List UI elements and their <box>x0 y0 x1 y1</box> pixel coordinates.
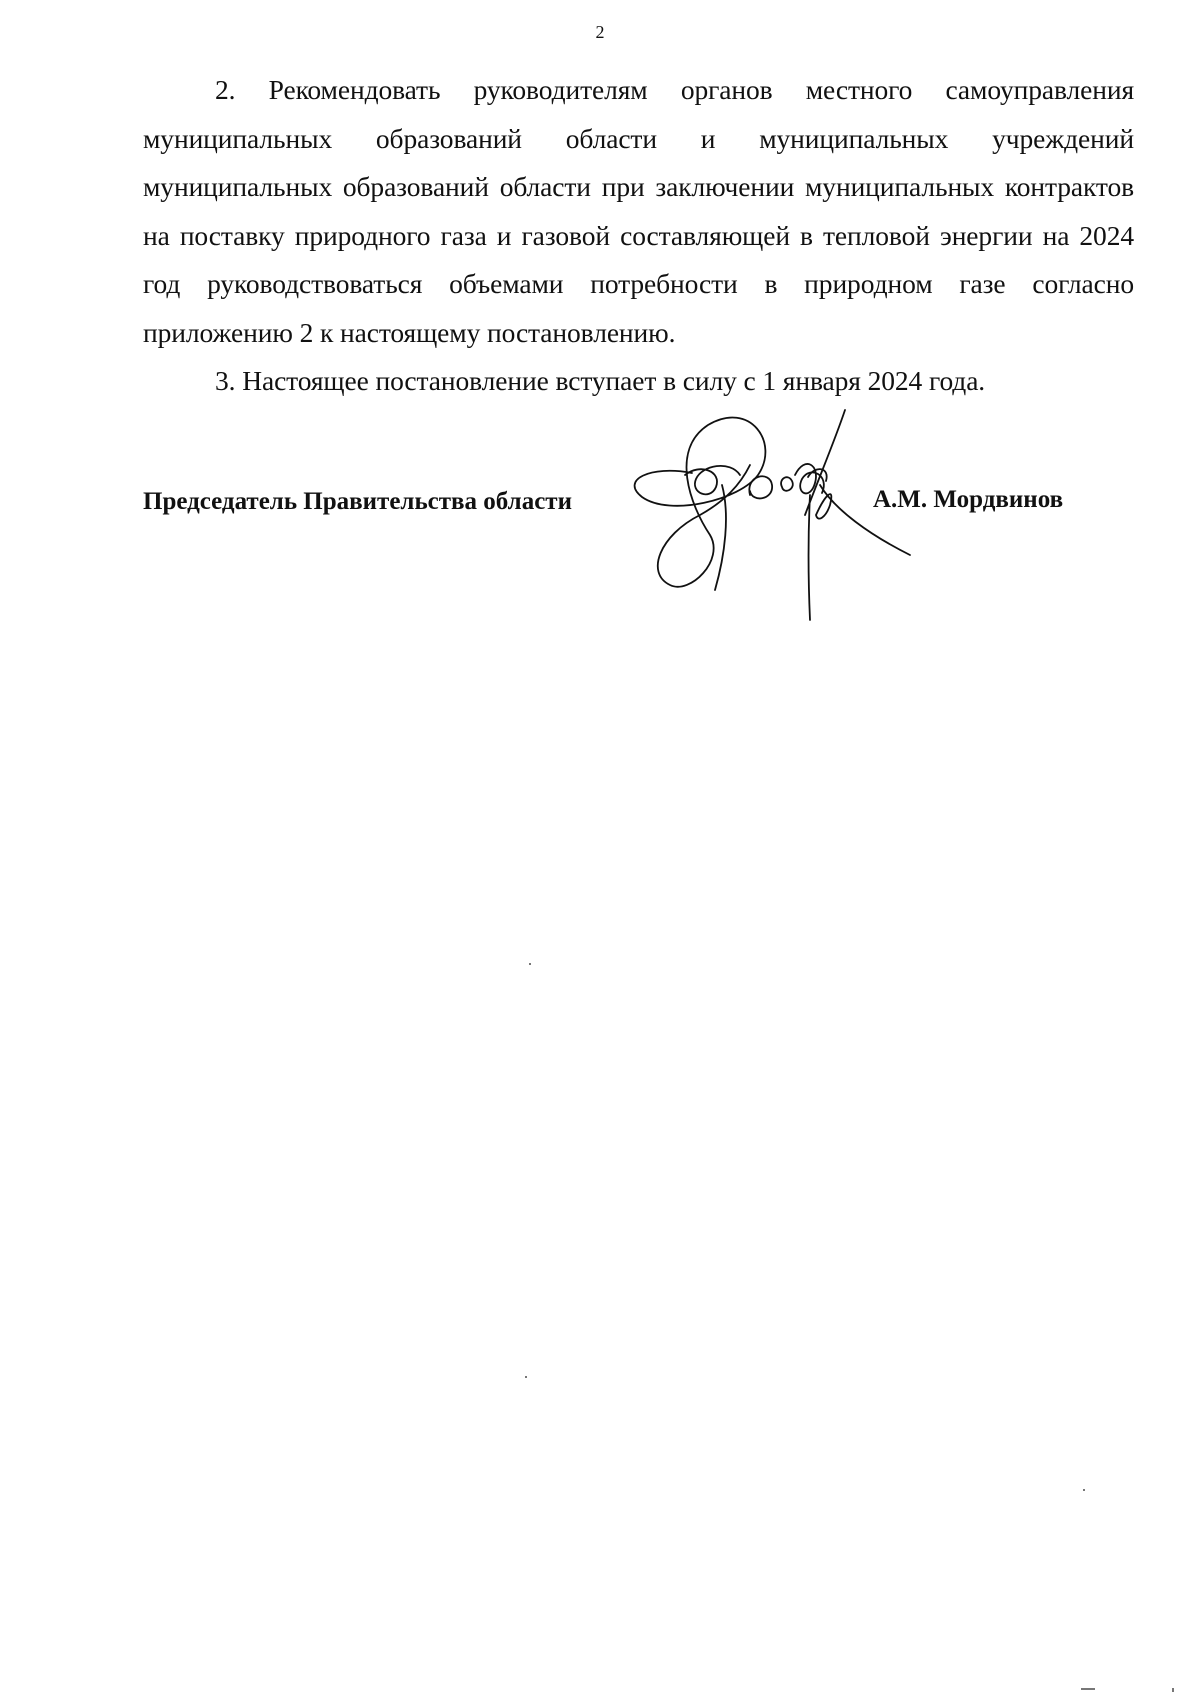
page-number: 2 <box>595 22 605 42</box>
scan-speck <box>1081 1688 1095 1690</box>
document-body <box>143 66 1134 406</box>
scan-speck <box>1172 1688 1174 1692</box>
signatory-name: А.М. Мордвинов <box>873 486 1064 513</box>
handwritten-signature <box>630 405 920 625</box>
signatory-title: Председатель Правительства области <box>143 488 572 515</box>
paragraph-2: 2. Рекомендовать руководителям органов местного самоуправления муниципальных образований области и муниципальных учреждений муниципальных образований области при заключении муниципальных контрактов на поставку природного газа и газовой составляющей в тепловой энергии на 2024 год руководствоваться объемами потребности в природном газе согласно приложению 2 к настоящему постановлению. <box>143 74 1134 348</box>
scan-speck <box>525 1376 527 1378</box>
paragraph-3: 3. Настоящее постановление вступает в силу с 1 января 2024 года. <box>215 365 986 396</box>
scan-speck <box>1083 1489 1085 1491</box>
scan-speck <box>529 963 531 965</box>
